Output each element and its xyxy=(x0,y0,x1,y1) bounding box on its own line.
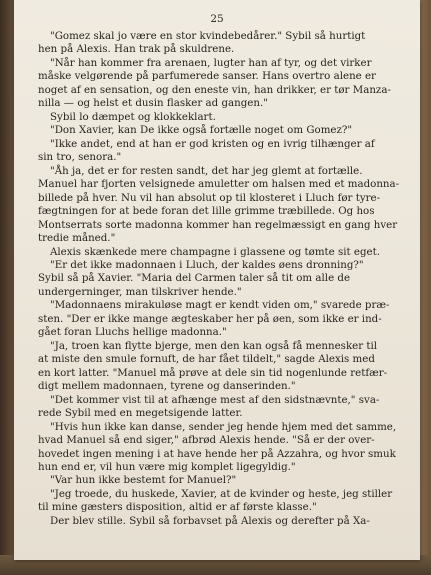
text-line: hen på Alexis. Han trak på skuldrene. xyxy=(38,43,235,56)
text-line: en kort latter. "Manuel må prøve at dele sin tid nogenlunde retfær- xyxy=(38,366,388,379)
text-line: undergerninger, man tilskriver hende." xyxy=(38,285,242,298)
text-line: Manuel har fjorten velsignede amuletter om halsen med et madonna- xyxy=(38,178,400,191)
text-line: "Når han kommer fra arenaen, lugter han af tyr, og det virker xyxy=(50,56,372,69)
text-line: "Åh ja, det er for resten sandt, det har jeg glemt at fortælle. xyxy=(50,164,363,177)
text-line: digt mellem madonnaen, tyrene og danserinden." xyxy=(38,380,296,393)
text-line: måske velgørende på parfumerede sanser. Hans overtro alene er xyxy=(38,70,376,83)
text-line: sten. "Der er ikke mange ægteskaber her på øen, som ikke er ind- xyxy=(38,312,382,325)
text-line: "Jeg troede, du huskede, Xavier, at de kvinder og heste, jeg stiller xyxy=(50,487,393,500)
text-line: sin tro, senora." xyxy=(38,151,122,164)
text-line: "Er det ikke madonnaen i Lluch, der kaldes øens dronning?" xyxy=(50,258,364,271)
text-line: "Det kommer vist til at afhænge mest af den sidstnævnte," sva- xyxy=(50,393,380,406)
text-line: Der blev stille. Sybil så forbavset på Alexis og derefter på Xa- xyxy=(50,514,370,527)
wood-surface-right xyxy=(419,0,431,575)
text-line: "Gomez skal jo være en stor kvindebedårer." Sybil så hurtigt xyxy=(50,30,366,42)
text-line: til mine gæsters disposition, altid er af første klasse." xyxy=(38,501,317,514)
text-line: "Ja, troen kan flytte bjerge, men den kan også få mennesker til xyxy=(50,339,378,352)
page-number: 25 xyxy=(210,13,224,25)
text-line: Montserrats sorte madonna kommer han regelmæssigt en gang hver xyxy=(38,218,398,231)
text-line: gået foran Lluchs hellige madonna." xyxy=(38,326,227,339)
body-text xyxy=(38,30,414,528)
text-line: fægtningen for at bede foran det lille grimme træbillede. Og hos xyxy=(38,205,375,218)
text-line: hvad Manuel så end siger," afbrød Alexis hende. "Så er der over- xyxy=(38,434,375,447)
text-line: "Ikke andet, end at han er god kristen og en ivrig tilhænger af xyxy=(50,137,375,150)
text-line: tredie måned." xyxy=(38,232,116,245)
text-line: noget af en sensation, og den eneste vin, han drikker, er tør Manza- xyxy=(38,83,391,96)
text-line: rede Sybil med en megetsigende latter. xyxy=(38,407,243,420)
text-line: hun end er, vil hun være mig komplet ligegyldig." xyxy=(38,461,296,473)
text-line: "Hvis hun ikke kan danse, sender jeg hende hjem med det samme, xyxy=(50,420,397,433)
book-page xyxy=(14,0,420,560)
text-line: Sybil så på Xavier. "Maria del Carmen taler så tit om alle de xyxy=(38,272,351,285)
text-line: Alexis skænkede mere champagne i glassene og tømte sit eget. xyxy=(50,245,380,258)
text-line: "Var hun ikke bestemt for Manuel?" xyxy=(50,474,237,487)
text-line: Sybil lo dæmpet og klokkeklart. xyxy=(50,110,216,123)
text-line: hovedet ingen mening i at have hende her på Azzahra, og hvor smuk xyxy=(38,447,396,460)
text-line: nilla — og helst et dusin flasker ad gangen." xyxy=(38,97,268,110)
text-line: "Don Xavier, kan De ikke også fortælle noget om Gomez?" xyxy=(50,124,353,137)
text-line: billede på hver. Nu vil han absolut op til klosteret i Lluch før tyre- xyxy=(38,191,381,204)
text-line: at miste den smule fornuft, de har fået tildelt," sagde Alexis med xyxy=(38,353,375,366)
text-line: "Madonnaens mirakuløse magt er kendt viden om," svarede præ- xyxy=(50,299,390,312)
